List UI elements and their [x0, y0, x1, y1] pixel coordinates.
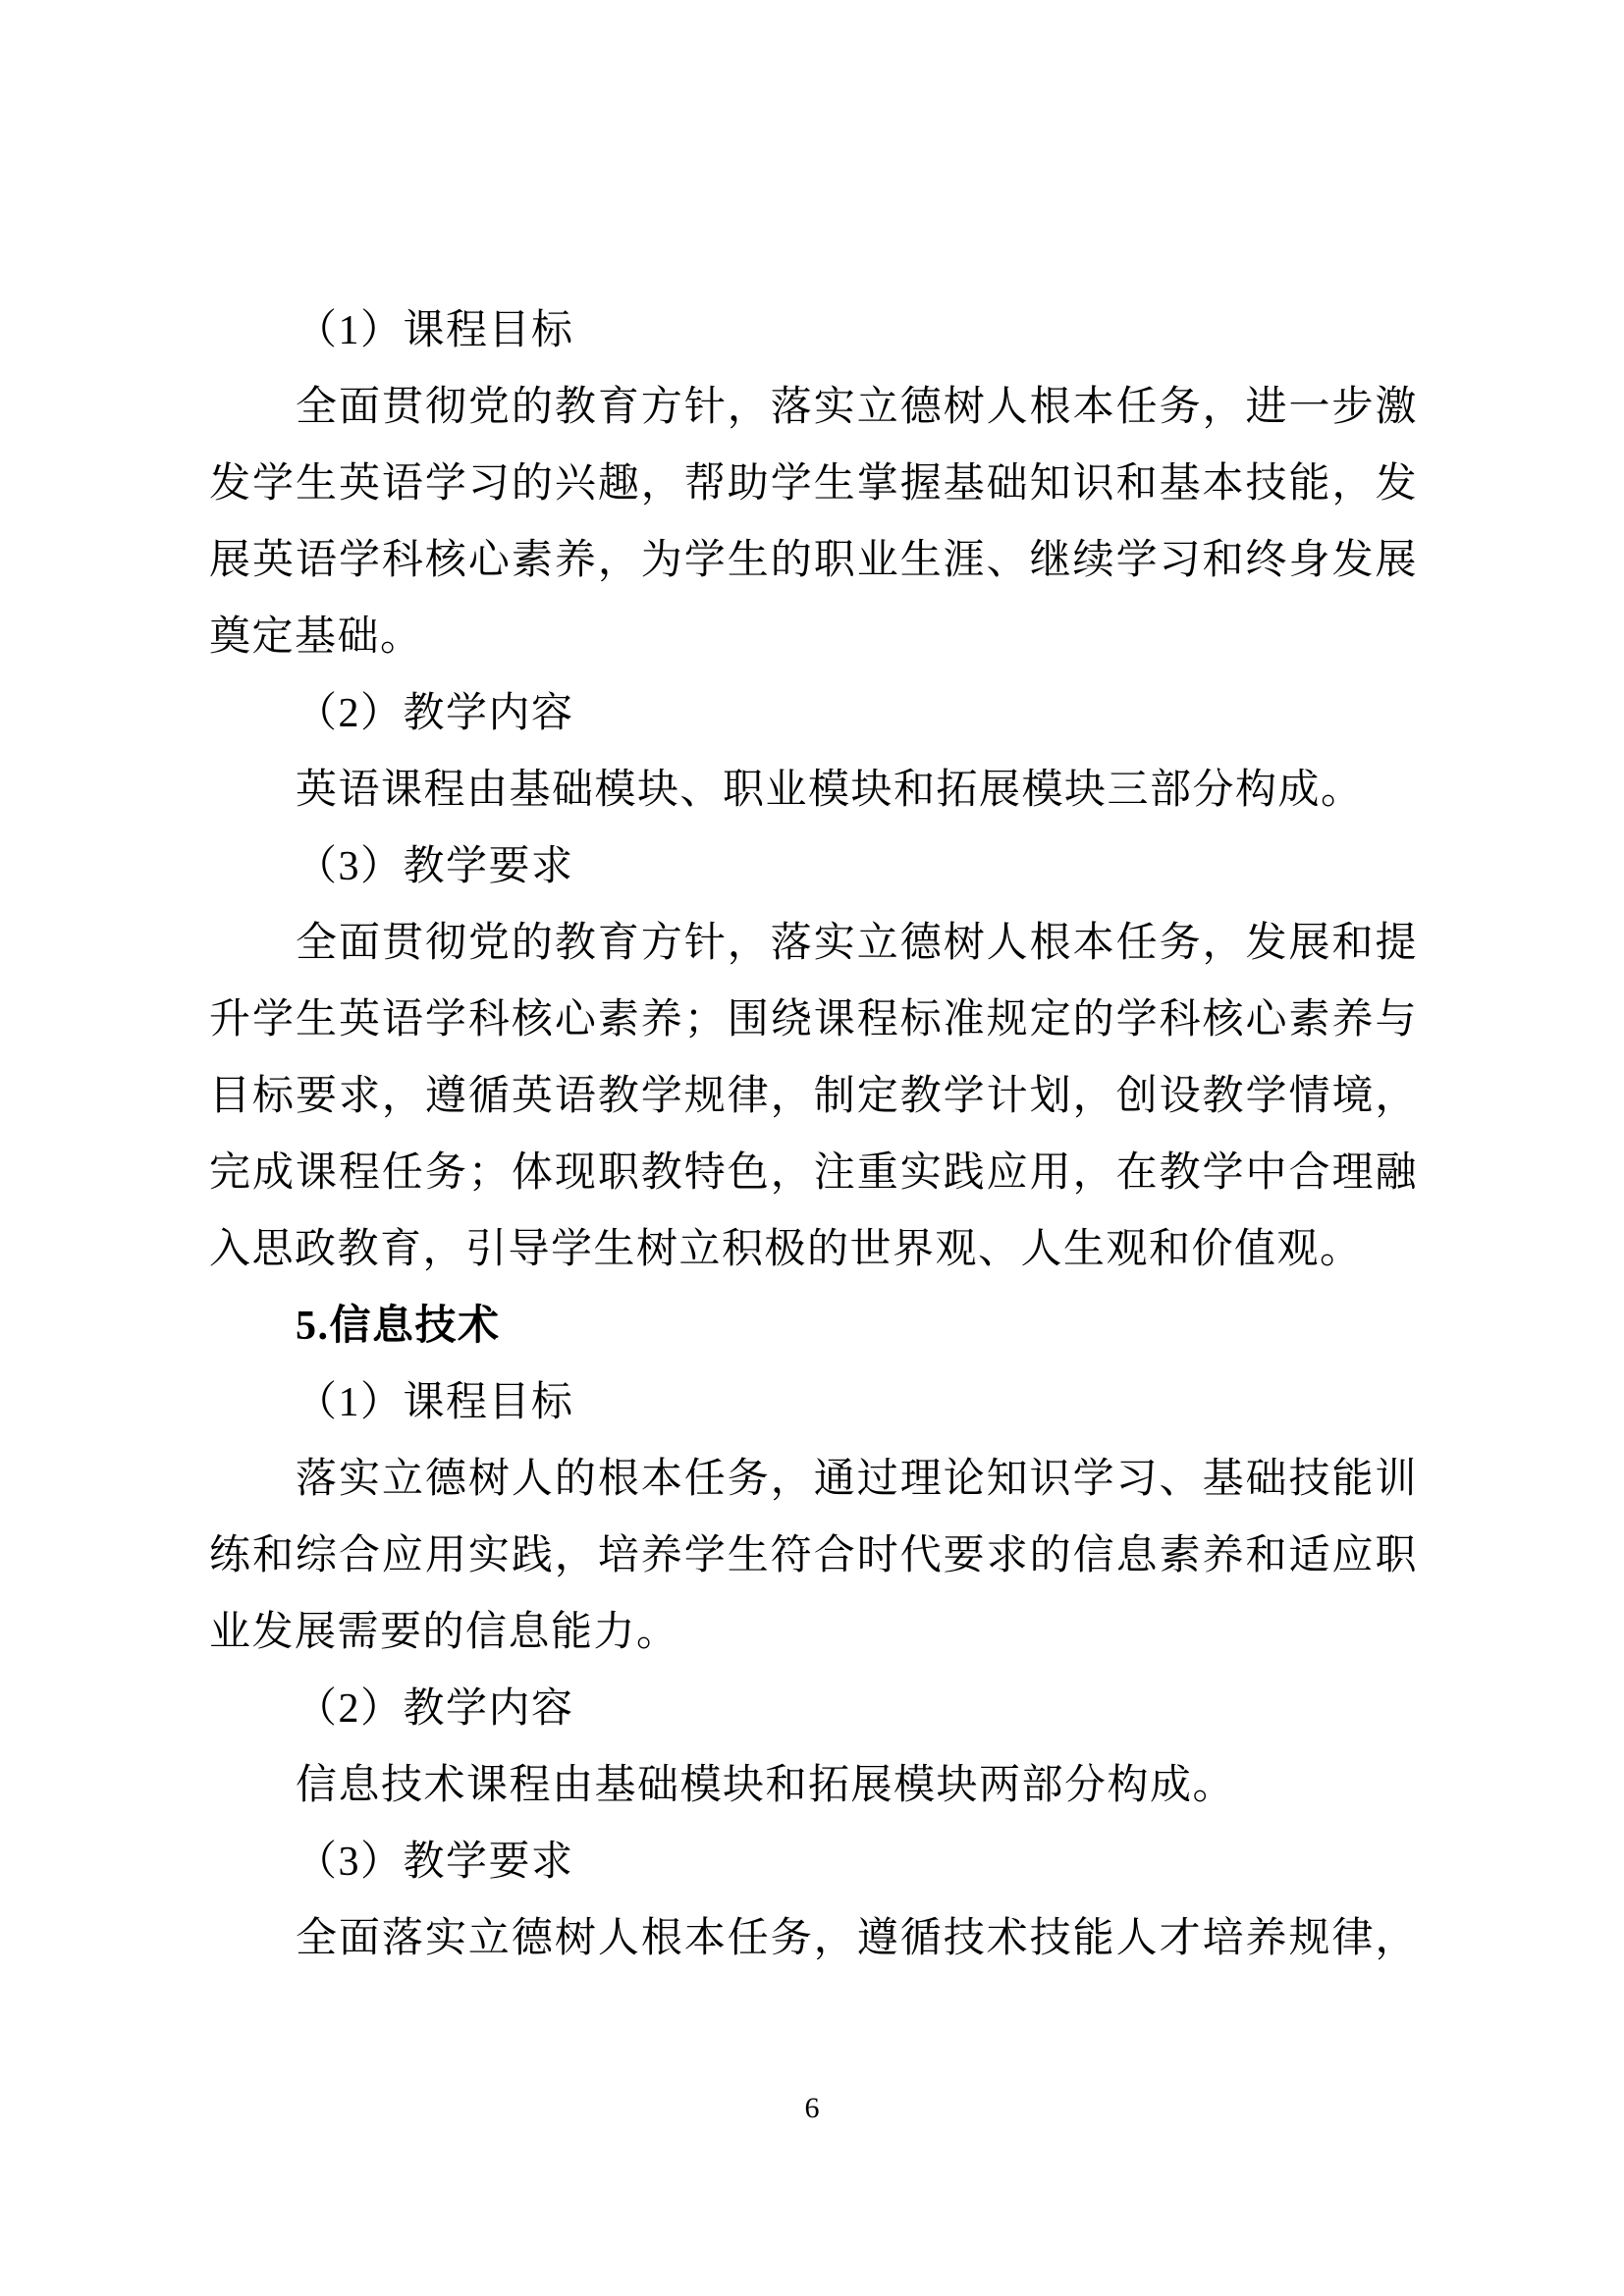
paragraph-line: 全面落实立德树人根本任务，遵循技术技能人才培养规律， — [296, 1916, 1418, 1961]
paragraph-line: 完成课程任务；体现职教特色，注重实践应用，在教学中合理融 — [209, 1150, 1418, 1196]
subsection-heading-teaching-content-it: （2）教学内容 — [296, 1686, 574, 1732]
paragraph-line: 业发展需要的信息能力。 — [209, 1610, 679, 1655]
subsection-heading-teaching-content-en: （2）教学内容 — [296, 691, 574, 736]
subsection-heading-course-goal-it: （1）课程目标 — [296, 1380, 574, 1425]
section-heading-information-technology: 5.信息技术 — [296, 1304, 501, 1349]
paragraph-line: 目标要求，遵循英语教学规律，制定教学计划，创设教学情境， — [209, 1074, 1418, 1119]
paragraph-line: 奠定基础。 — [209, 614, 423, 660]
paragraph-line: 落实立德树人的根本任务，通过理论知识学习、基础技能训 — [296, 1457, 1418, 1502]
paragraph-line: 信息技术课程由基础模块和拓展模块两部分构成。 — [296, 1763, 1236, 1808]
paragraph-line: 英语课程由基础模块、职业模块和拓展模块三部分构成。 — [296, 768, 1364, 813]
paragraph-line: 升学生英语学科核心素养；围绕课程标准规定的学科核心素养与 — [209, 997, 1418, 1042]
paragraph-line: 全面贯彻党的教育方针，落实立德树人根本任务，进一步激 — [296, 385, 1418, 430]
subsection-heading-course-goal-en: （1）课程目标 — [296, 308, 574, 353]
paragraph-line: 展英语学科核心素养，为学生的职业生涯、继续学习和终身发展 — [209, 538, 1418, 583]
paragraph-line: 入思政教育，引导学生树立积极的世界观、人生观和价值观。 — [209, 1227, 1363, 1272]
subsection-heading-teaching-requirements-it: （3）教学要求 — [296, 1840, 574, 1885]
document-body — [209, 293, 1418, 1977]
subsection-heading-teaching-requirements-en: （3）教学要求 — [296, 844, 574, 889]
page-number: 6 — [804, 2092, 820, 2124]
paragraph-line: 全面贯彻党的教育方针，落实立德树人根本任务，发展和提 — [296, 921, 1418, 966]
paragraph-line: 练和综合应用实践，培养学生符合时代要求的信息素养和适应职 — [209, 1533, 1418, 1578]
paragraph-line: 发学生英语学习的兴趣，帮助学生掌握基础知识和基本技能，发 — [209, 461, 1418, 507]
